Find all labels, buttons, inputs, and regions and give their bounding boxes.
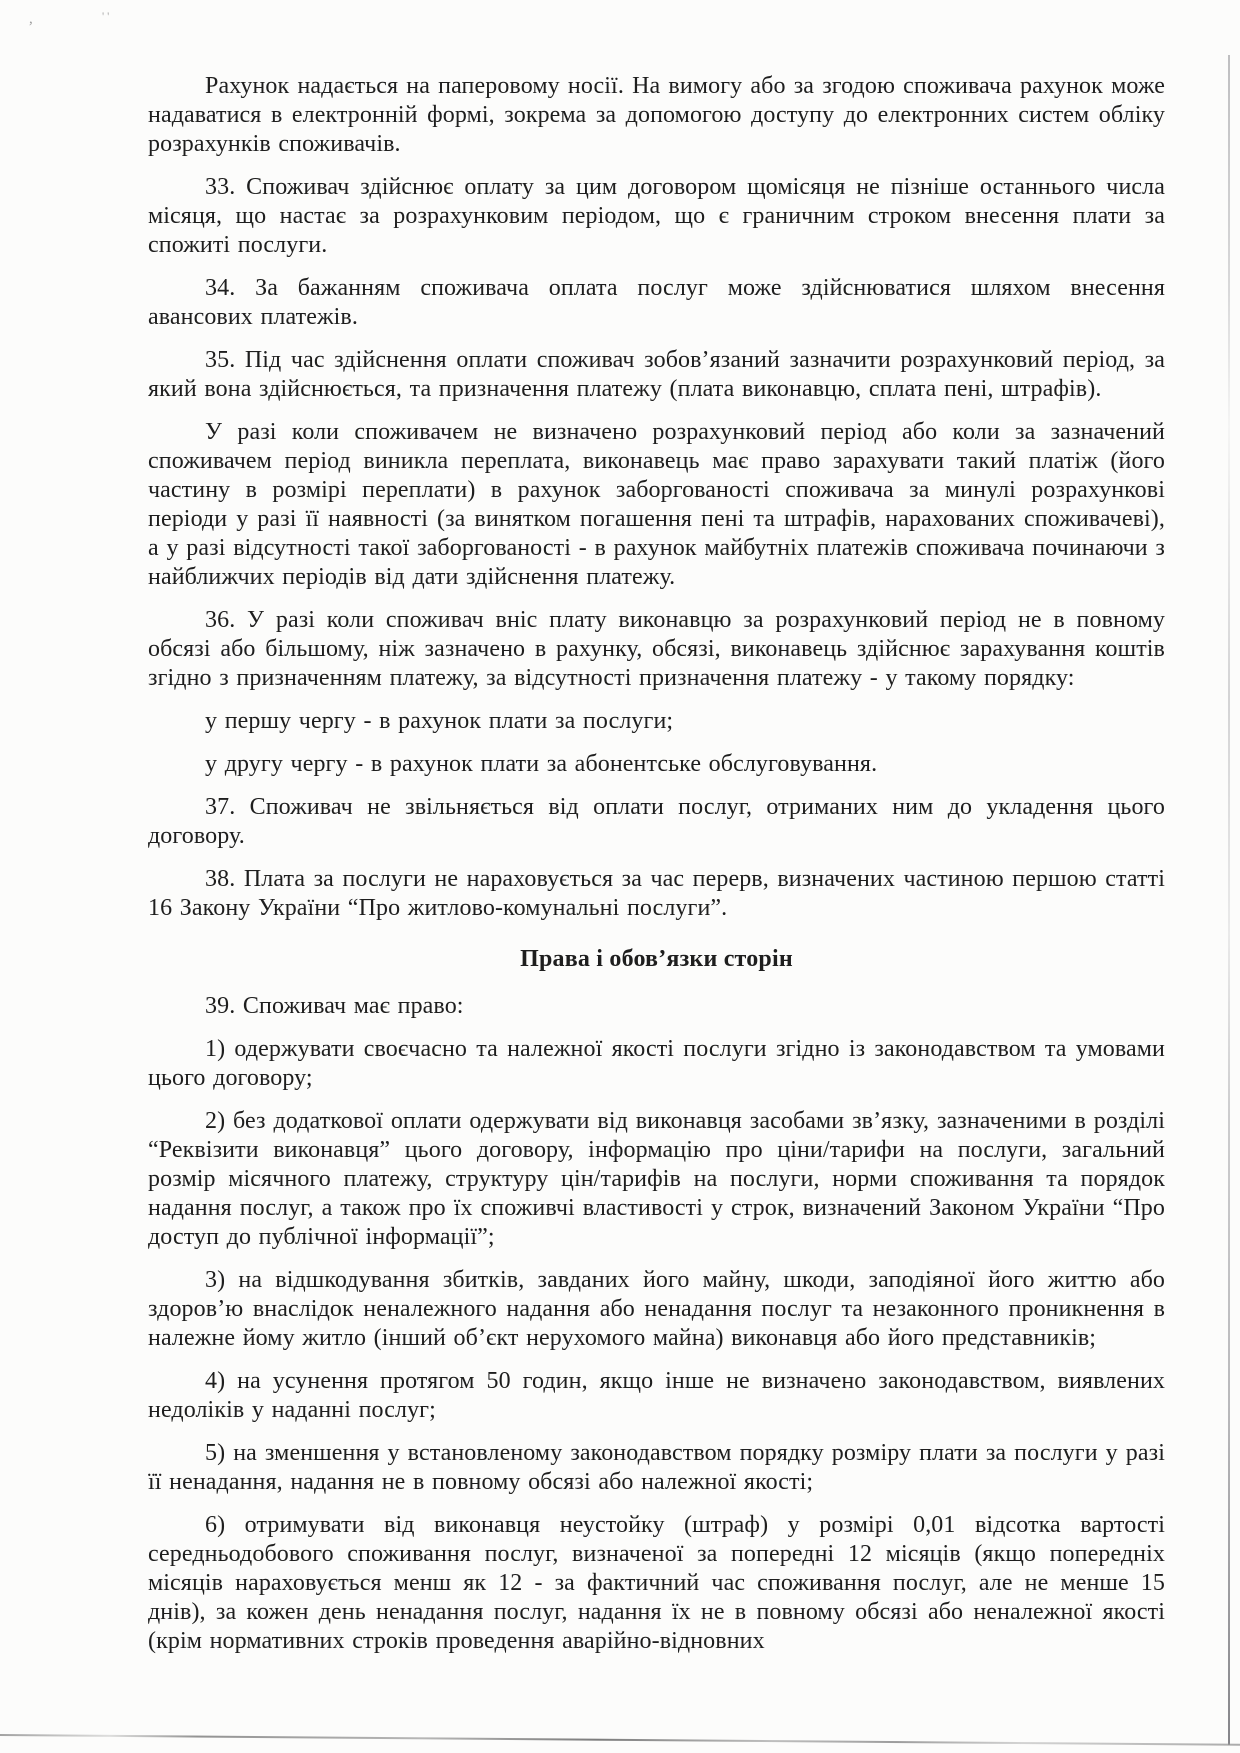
scan-speck-right: '' [102,9,113,23]
list-item-right-6: 6) отримувати від виконавця неустойку (штраф) у розмірі 0,01 відсотка вартості середньодобового споживання послуг, визначеної за попередні 12 місяців (якщо попередніх місяців нараховується менш як 12 - за фактичний час споживання послуг, але не менше 15 днів), за кожен день ненадання послуг, надання їх не в повному обсязі або неналежної якості (крім нормативних строків проведення аварійно-відновних [148,1512,1165,1654]
paragraph-38-no-charge-during-breaks: 38. Плата за послуги не нараховується за час перерв, визначених частиною першою статті 16 Закону України “Про житлово-комунальні послуги”. [148,866,1165,921]
paragraph-35-payment-purpose: 35. Під час здійснення оплати споживач зобов’язаний зазначити розрахунковий період, за який вона здійснюється, та призначення платежу (плата виконавцю, сплата пені, штрафів). [148,347,1165,402]
paragraph-33-monthly-payment: 33. Споживач здійснює оплату за цим договором щомісяця не пізніше останнього числа місяця, що настає за розрахунковим періодом, що є граничним строком внесення плати за спожиті послуги. [148,174,1165,258]
list-item-second-priority: у другу чергу - в рахунок плати за абонентське обслуговування. [205,751,878,777]
list-item-right-4: 4) на усунення протягом 50 годин, якщо інше не визначено законодавством, виявлених недоліків у наданні послуг; [148,1368,1165,1423]
paragraph-37-no-exemption: 37. Споживач не звільняється від оплати послуг, отриманих ним до укладення цього договору. [148,794,1165,849]
list-item-right-2: 2) без додаткової оплати одержувати від виконавця засобами зв’язку, зазначеними в розділі “Реквізити виконавця” цього договору, інформацію про ціни/тарифи на послуги, загальний розмір місячного платежу, структуру цін/тарифів на послуги, норми споживання та порядок надання послуг, а також про їх споживчі властивості у строк, визначений Законом України “Про доступ до публічної інформації”; [148,1108,1165,1250]
paragraph-34-advance-payments: 34. За бажанням споживача оплата послуг може здійснюватися шляхом внесення авансових платежів. [148,275,1165,330]
section-heading-rights-and-obligations: Права і обов’язки сторін [520,946,793,972]
list-item-right-5: 5) на зменшення у встановленому законодавством порядку розміру плати за послуги у разі її ненадання, надання не в повному обсязі або належної якості; [148,1440,1165,1495]
paragraph-36-funds-allocation: 36. У разі коли споживач вніс плату виконавцю за розрахунковий період не в повному обсязі або більшому, ніж зазначено в рахунку, обсязі, виконавець здійснює зарахування коштів згідно з призначенням платежу, за відсутності призначення платежу - у такому порядку: [148,607,1165,691]
list-item-first-priority: у першу чергу - в рахунок плати за послуги; [205,708,674,734]
paragraph-overpayment-crediting: У разі коли споживачем не визначено розрахунковий період або коли за зазначений споживачем період виникла переплата, виконавець має право зарахувати такий платіж (його частину в розмірі переплати) в рахунок заборгованості споживача за минулі розрахункові періоди у разі її наявності (за винятком погашення пені та штрафів, нарахованих споживачеві), а у разі відсутності такої заборгованості - в рахунок майбутніх платежів споживача починаючи з найближчих періодів від дати здійснення платежу. [148,419,1165,590]
paragraph-invoice-paper-form: Рахунок надається на паперовому носії. На вимогу або за згодою споживача рахунок може надаватися в електронній формі, зокрема за допомогою доступу до електронних систем обліку розрахунків споживачів. [148,73,1165,157]
scan-speck-left: , [29,11,33,27]
scan-edge-line-bottom [0,1734,1240,1746]
paragraph-39-consumer-rights-intro: 39. Споживач має право: [205,993,464,1019]
list-item-right-1: 1) одержувати своєчасно та належної якості послуги згідно із законодавством та умовами цього договору; [148,1036,1165,1091]
list-item-right-3: 3) на відшкодування збитків, завданих його майну, шкоди, заподіяної його життю або здоров’ю внаслідок неналежного надання або ненадання послуг та незаконного проникнення в належне йому житло (інший об’єкт нерухомого майна) виконавця або його представників; [148,1267,1165,1351]
document-body [148,72,1165,1670]
scan-edge-line-right [1228,55,1230,1745]
